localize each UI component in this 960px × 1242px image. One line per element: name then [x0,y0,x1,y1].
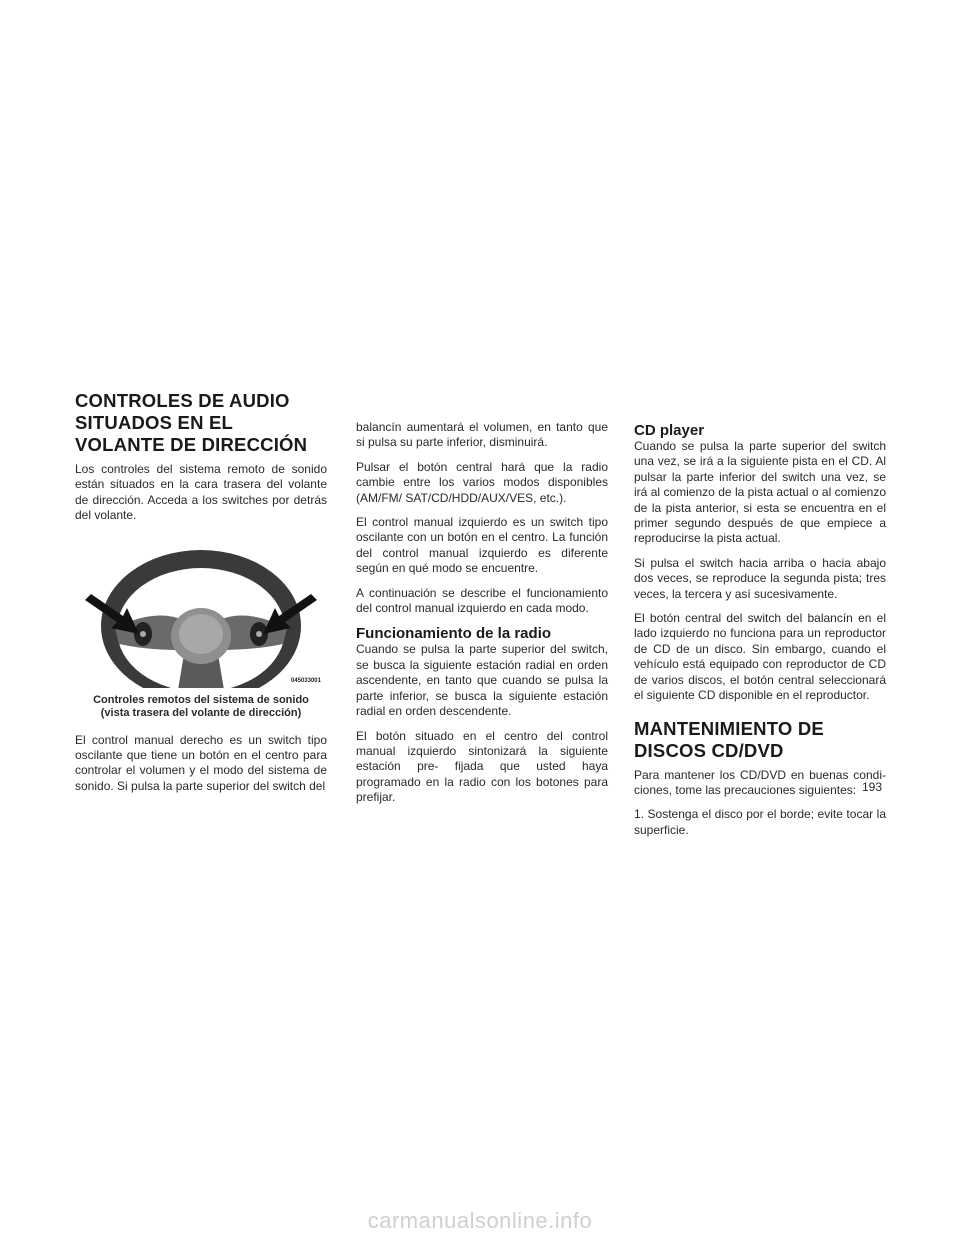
paragraph: Si pulsa el switch hacia arriba o hacia abajo dos veces, se reproduce la segunda pista; tres veces, la tercera y así sucesivamente. [634,555,886,601]
page-number: 193 [862,780,883,794]
paragraph: Cuando se pulsa la parte superior del switch una vez, se irá a la siguiente pista en el CD. Al pulsar la parte inferior del switch una vez, se irá al comienzo de la pista actual o al comienzo de la pista anterior, si esta se encuentra en el primer segundo después de que empiece a reproducirse la pista actual. [634,439,886,546]
paragraph: Los controles del sistema remoto de sonido están situados en la cara trasera del volante de dirección. Acceda a los switches por detrás del volante. [75,462,327,523]
section-heading-disc-maintenance: MANTENIMIENTO DE DISCOS CD/DVD [634,717,824,761]
caption-line: (vista trasera del volante de dirección) [100,707,302,720]
steering-wheel-figure [75,538,327,688]
steering-wheel-illustration [75,538,327,688]
watermark: carmanualsonline.info [367,1208,593,1233]
section-heading-radio: Funcionamiento de la radio [356,625,552,643]
paragraph: El control manual izquierdo es un switch tipo oscilante con un botón en el centro. La función del control manual izquierdo es diferente según en qué modo se encuentre. [356,515,608,576]
section-heading-audio-controls: CONTROLES DE AUDIO SITUADOS EN EL VOLANTE DE DIRECCIÓN [75,390,308,455]
column-left [75,390,327,803]
paragraph: A continuación se describe el funcionamiento del control manual izquierdo en cada modo. [356,585,608,616]
figure-caption [75,694,327,721]
paragraph: El botón situado en el centro del control manual izquierdo sintonizará la siguiente estación pre- fijada que usted haya programado en la radio con los botones para prefijar. [356,728,608,805]
paragraph: 1. Sostenga el disco por el borde; evite tocar la superficie. [634,807,886,837]
column-middle [356,420,608,815]
section-heading-cd-player: CD player [634,422,705,439]
paragraph: balancín aumentará el volumen, en tanto que si pulsa su parte inferior, disminuirá. [356,420,608,450]
caption-line: Controles remotos del sistema de sonido [93,693,309,706]
paragraph: Para mantener los CD/DVD en buenas condi- ciones, tome las precauciones siguientes: [634,767,886,797]
paragraph: El control manual derecho es un switch tipo oscilante que tiene un botón en el centro para controlar el volumen y el modo del sistema de sonido. Si pulsa la parte superior del switch del [75,732,327,793]
column-right [634,418,886,847]
paragraph: Cuando se pulsa la parte superior del switch, se busca la siguiente estación radial en orden ascendente, en tanto que cuando se pulsa la parte inferior, se busca la siguiente estación radial en orden descendente. [356,642,608,719]
paragraph: El botón central del switch del balancín en el lado izquierdo no funciona para un reproductor de CD de un disco. Sin embargo, cuando el vehículo está equipado con reproductor de CD de varios discos, el botón central seleccionará el siguiente CD disponible en el reproductor. [634,611,886,703]
paragraph: Pulsar el botón central hará que la radio cambie entre los varios modos disponibles (AM/FM/ SAT/CD/HDD/AUX/VES, etc.). [356,459,608,505]
figure-code: 045033001 [290,677,321,684]
